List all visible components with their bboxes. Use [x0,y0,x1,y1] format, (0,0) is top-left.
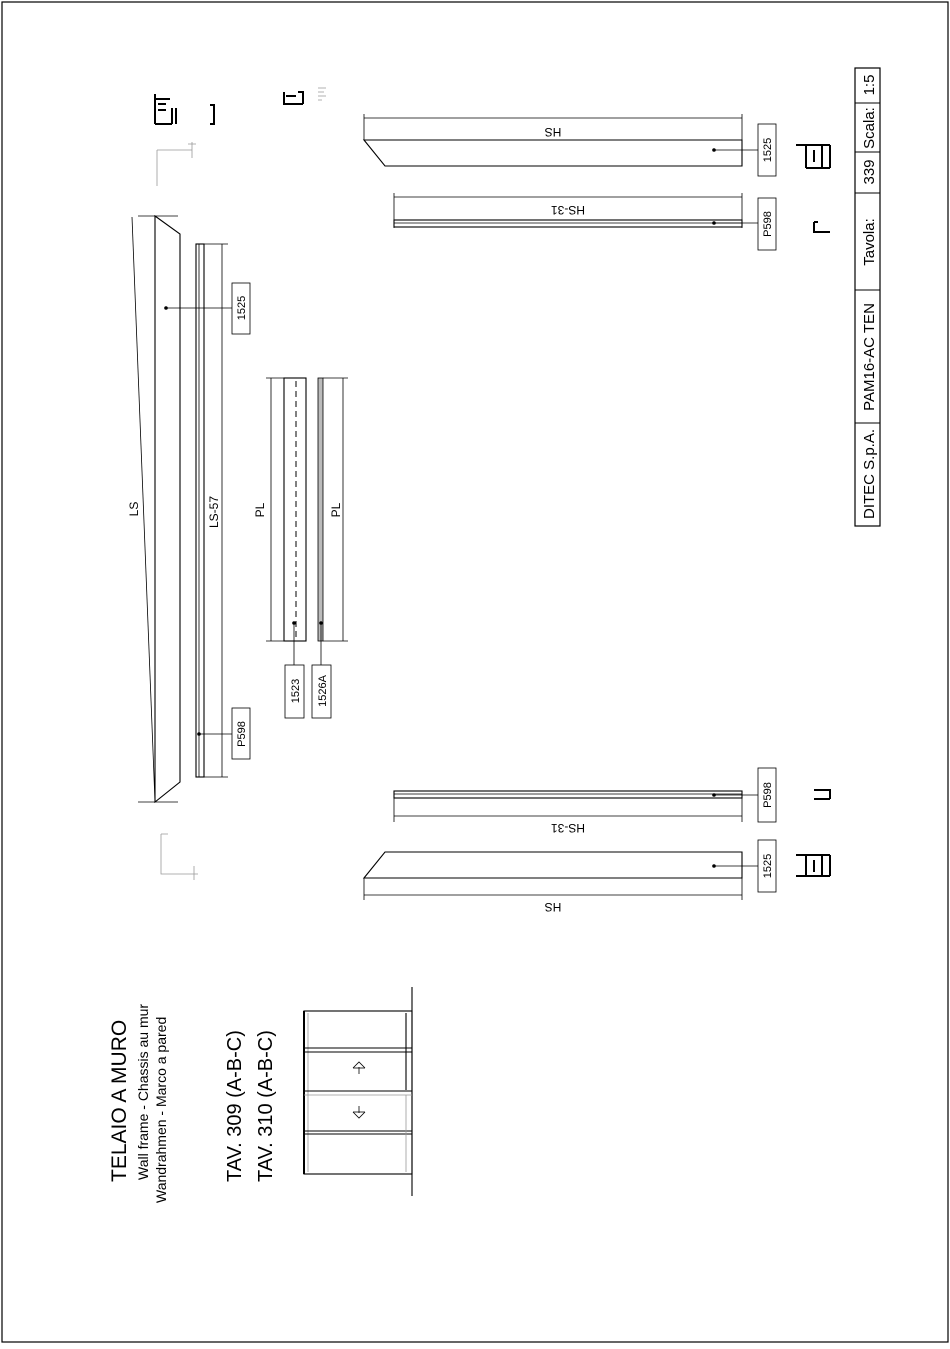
profile-section-top-mid [284,88,326,104]
svg-text:1525: 1525 [236,295,248,321]
reference-310: TAV. 310 (A-B-C) [255,1030,277,1182]
pl-profile-1523 [253,378,306,665]
reference-309: TAV. 309 (A-B-C) [224,1030,246,1182]
tag-1525-bottom [758,840,776,892]
tavola-label: Tavola: [861,218,878,266]
hs31-dimension-label-top: HS-31 [550,203,586,217]
tag-p598-bottom [758,768,776,822]
heading-block [108,1004,277,1203]
profile-section-top-left [155,94,214,124]
svg-text:1523: 1523 [290,678,302,704]
hs31-bar-top [394,220,742,227]
tag-p598-top [758,198,776,250]
hs-profile-top [364,114,758,166]
svg-text:1525: 1525 [762,853,774,879]
tag-1526a [312,665,331,718]
scala-value: 1:5 [861,74,878,96]
ls-dimension-label: LS [127,501,141,517]
hs-bar-top [364,140,742,166]
tag-p598-ls [232,708,250,759]
hs-profile-bottom [364,852,758,914]
company-name: DITEC S.p.A. [861,428,878,520]
pl-dimension-label-1: PL [253,502,267,518]
profile-section-bottom-right-2 [796,855,830,876]
profile-section-mid-right [814,222,830,232]
profile-section-top-right [796,145,830,168]
hs-dimension-label-bottom: HS [544,900,562,914]
svg-text:1526A: 1526A [317,675,329,707]
pl-bar-1526a [318,378,323,641]
hs31-dimension-label-bottom: HS-31 [550,821,586,835]
svg-text:1525: 1525 [762,137,774,163]
ls57-dimension-label: LS-57 [207,495,221,529]
tag-1525-ls [232,283,250,334]
tag-1525-top [758,124,776,176]
hs31-bar-bottom [394,791,742,798]
arrow-down-icon [353,1106,365,1118]
drawing-title: TELAIO A MURO [108,1019,131,1182]
svg-text:P598: P598 [762,782,774,808]
svg-text:P598: P598 [762,211,774,237]
ls-bar [155,216,180,802]
tag-1523 [285,665,304,718]
hs31-profile-bottom [394,791,758,835]
title-block [855,68,880,526]
hs31-profile-top [394,193,758,228]
pl-profile-1526a [318,378,348,665]
pl-bar-1523 [284,378,306,641]
tavola-value: 339 [861,159,878,185]
hs-bar-bottom [364,852,742,878]
profile-section-corner-bottom [161,834,198,880]
scala-label: Scala: [861,107,878,149]
pl-dimension-label-2: PL [329,502,343,518]
profile-section-corner-top [157,142,196,186]
door-schematic [304,987,412,1196]
model-name: PAM16-AC TEN [861,303,878,411]
drawing-subtitle-2: Wandrahmen - Marco a pared [153,1016,169,1203]
ls57-profile [196,244,232,777]
svg-text:P598: P598 [236,721,248,747]
arrow-up-icon [353,1062,365,1074]
profile-section-bottom-right-1 [814,790,830,799]
hs-dimension-label-top: HS [544,125,562,139]
ls57-bar [196,244,204,777]
drawing-subtitle-1: Wall frame - Chassis au mur [135,1003,151,1180]
